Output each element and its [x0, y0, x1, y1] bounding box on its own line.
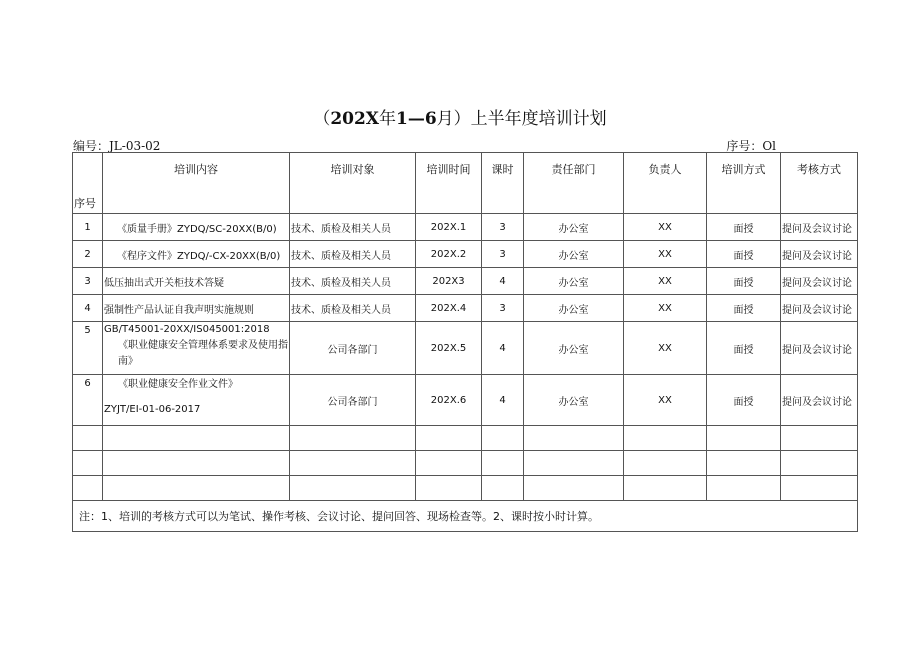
header-assess: 考核方式 — [781, 153, 858, 214]
header-target: 培训对象 — [290, 153, 416, 214]
cell-method: 面授 — [707, 322, 781, 375]
title-prefix: （ — [313, 109, 331, 129]
cell-hours: 4 — [482, 322, 524, 375]
header-owner: 负责人 — [624, 153, 707, 214]
cell-content-line2: ZYJT/EI-01-06-2017 — [104, 404, 201, 415]
header-method: 培训方式 — [707, 153, 781, 214]
table-row-empty — [73, 451, 858, 476]
table-row — [73, 375, 858, 426]
cell-dept: 办公室 — [524, 268, 624, 295]
table-header-row — [73, 153, 858, 214]
cell-hours: 3 — [482, 241, 524, 268]
table-row — [73, 295, 858, 322]
cell-seq: 5 — [73, 322, 103, 375]
cell-content-line1: GB/T45001-20XX/IS045001:2018 — [104, 324, 270, 335]
cell-method: 面授 — [707, 268, 781, 295]
header-hours: 课时 — [482, 153, 524, 214]
cell-assess: 提问及会议讨论 — [781, 295, 858, 322]
cell-target: 技术、质检及相关人员 — [290, 268, 416, 295]
cell-method: 面授 — [707, 295, 781, 322]
cell-target: 公司各部门 — [290, 322, 416, 375]
page-title — [0, 104, 920, 129]
cell-hours: 4 — [482, 268, 524, 295]
cell-dept: 办公室 — [524, 214, 624, 241]
cell-hours: 4 — [482, 375, 524, 426]
cell-method: 面授 — [707, 214, 781, 241]
table-row — [73, 241, 858, 268]
cell-content: 《程序文件》ZYDQ/-CX-20XX(B/0) — [103, 241, 290, 268]
cell-seq: 1 — [73, 214, 103, 241]
table-note-row — [73, 501, 858, 532]
cell-owner: XX — [624, 375, 707, 426]
header-content: 培训内容 — [103, 153, 290, 214]
table-row-empty — [73, 476, 858, 501]
document-code: 编号：JL-03-02 — [73, 139, 161, 153]
title-year: 202X — [330, 109, 379, 129]
cell-hours: 3 — [482, 295, 524, 322]
header-seq: 序号 — [73, 153, 103, 214]
cell-target: 技术、质检及相关人员 — [290, 241, 416, 268]
cell-time: 202X.6 — [416, 375, 482, 426]
cell-owner: XX — [624, 214, 707, 241]
cell-owner: XX — [624, 268, 707, 295]
cell-dept: 办公室 — [524, 295, 624, 322]
cell-dept: 办公室 — [524, 241, 624, 268]
cell-content — [103, 322, 290, 375]
cell-dept: 办公室 — [524, 375, 624, 426]
header-time: 培训时间 — [416, 153, 482, 214]
cell-assess: 提问及会议讨论 — [781, 268, 858, 295]
cell-time: 202X.5 — [416, 322, 482, 375]
cell-content — [103, 375, 290, 426]
cell-target: 技术、质检及相关人员 — [290, 214, 416, 241]
title-range: 1—6 — [396, 109, 437, 129]
cell-content: 强制性产品认证自我声明实施规则 — [103, 295, 290, 322]
cell-content-line2: 《职业健康安全管理体系要求及使用指南》 — [118, 340, 288, 367]
cell-owner: XX — [624, 295, 707, 322]
cell-target: 技术、质检及相关人员 — [290, 295, 416, 322]
cell-method: 面授 — [707, 241, 781, 268]
cell-owner: XX — [624, 241, 707, 268]
cell-assess: 提问及会议讨论 — [781, 322, 858, 375]
title-nian: 年 — [379, 109, 396, 129]
cell-seq: 3 — [73, 268, 103, 295]
cell-content: 《质量手册》ZYDQ/SC-20XX(B/0) — [103, 214, 290, 241]
cell-assess: 提问及会议讨论 — [781, 214, 858, 241]
table-row — [73, 214, 858, 241]
title-suffix: 月）上半年度培训计划 — [436, 109, 607, 129]
table-note: 注：1、培训的考核方式可以为笔试、操作考核、会议讨论、提问回答、现场检查等。2、课时按小时计算。 — [73, 501, 858, 532]
cell-content: 低压抽出式开关柜技术答疑 — [103, 268, 290, 295]
cell-time: 202X.4 — [416, 295, 482, 322]
cell-hours: 3 — [482, 214, 524, 241]
cell-time: 202X3 — [416, 268, 482, 295]
header-dept: 责任部门 — [524, 153, 624, 214]
cell-assess: 提问及会议讨论 — [781, 241, 858, 268]
cell-seq: 2 — [73, 241, 103, 268]
cell-assess: 提问及会议讨论 — [781, 375, 858, 426]
table-row-empty — [73, 426, 858, 451]
document-seq: 序号：Ol — [726, 139, 776, 153]
cell-method: 面授 — [707, 375, 781, 426]
table-row — [73, 322, 858, 375]
cell-dept: 办公室 — [524, 322, 624, 375]
cell-seq: 6 — [73, 375, 103, 426]
cell-content-line1: 《职业健康安全作业文件》 — [118, 379, 238, 390]
cell-time: 202X.1 — [416, 214, 482, 241]
cell-seq: 4 — [73, 295, 103, 322]
cell-owner: XX — [624, 322, 707, 375]
table-row — [73, 268, 858, 295]
training-plan-table — [72, 152, 858, 532]
cell-target: 公司各部门 — [290, 375, 416, 426]
cell-time: 202X.2 — [416, 241, 482, 268]
